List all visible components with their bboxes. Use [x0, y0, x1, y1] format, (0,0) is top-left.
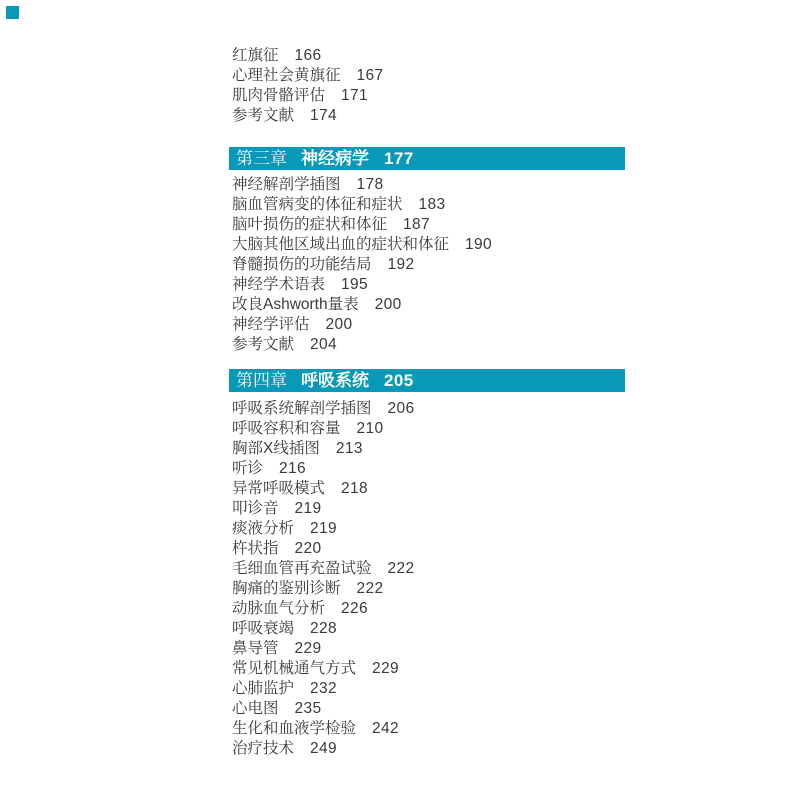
toc-entry-page-number: 232 — [310, 680, 338, 697]
toc-entry — [232, 739, 625, 759]
toc-entry — [232, 175, 625, 195]
toc-entry-title: 心电图 — [232, 700, 279, 717]
toc-entry-title: 鼻导管 — [232, 640, 279, 657]
toc-entry — [232, 215, 625, 235]
toc-entry-title: 神经学评估 — [232, 316, 310, 333]
toc-entry-page-number: 220 — [294, 540, 322, 557]
toc-entry-page-number: 195 — [341, 276, 369, 293]
toc-entry-title: 脑叶损伤的症状和体征 — [232, 216, 388, 233]
toc-entry-page-number: 229 — [294, 640, 322, 657]
toc-entry — [232, 255, 625, 275]
toc-entry — [232, 106, 625, 126]
toc-entry — [232, 639, 625, 659]
toc-entry — [232, 579, 625, 599]
leading-entry-list — [229, 46, 625, 126]
toc-entry-page-number: 226 — [341, 600, 369, 617]
toc-entry-page-number: 228 — [310, 620, 338, 637]
toc-entry-page-number: 200 — [374, 296, 402, 313]
toc-entry — [232, 46, 625, 66]
toc-entry — [232, 719, 625, 739]
toc-entry — [232, 499, 625, 519]
toc-entry-page-number: 216 — [279, 460, 307, 477]
chapter-page-number: 177 — [384, 149, 414, 168]
chapter-sections — [229, 147, 625, 759]
chapter-title: 呼吸系统 — [301, 371, 369, 390]
toc-entry-title: 毛细血管再充盈试验 — [232, 560, 372, 577]
toc-entry — [232, 275, 625, 295]
toc-entry — [232, 335, 625, 355]
toc-entry-page-number: 222 — [356, 580, 384, 597]
chapter-label: 第四章 — [236, 371, 287, 390]
toc-entry-title: 脊髓损伤的功能结局 — [232, 256, 372, 273]
toc-entry-page-number: 218 — [341, 480, 369, 497]
toc-entry-page-number: 229 — [372, 660, 400, 677]
toc-entry — [232, 679, 625, 699]
toc-entry-page-number: 178 — [356, 176, 384, 193]
toc-entry-page-number: 192 — [387, 256, 415, 273]
toc-entry-title: 呼吸容积和容量 — [232, 420, 341, 437]
toc-entry-page-number: 204 — [310, 336, 338, 353]
toc-entry-title: 心肺监护 — [232, 680, 295, 697]
toc-entry — [232, 315, 625, 335]
toc-entry-title: 动脉血气分析 — [232, 600, 326, 617]
toc-entry-page-number: 171 — [341, 87, 369, 104]
toc-entry-page-number: 210 — [356, 420, 384, 437]
toc-entry-title: 治疗技术 — [232, 740, 295, 757]
toc-entry-title: 红旗征 — [232, 47, 279, 64]
toc-entry-page-number: 222 — [387, 560, 415, 577]
toc-entry — [232, 519, 625, 539]
toc-entry-page-number: 183 — [418, 196, 446, 213]
toc-entry — [232, 399, 625, 419]
toc-entry-title: 改良Ashworth量表 — [232, 296, 359, 313]
toc-entry — [232, 235, 625, 255]
toc-entry-title: 神经学术语表 — [232, 276, 326, 293]
chapter-label: 第三章 — [236, 149, 287, 168]
toc-entry-page-number: 190 — [465, 236, 493, 253]
toc-entry-title: 心理社会黄旗征 — [232, 67, 341, 84]
toc-entry-page-number: 187 — [403, 216, 431, 233]
corner-marker-square — [6, 6, 19, 19]
toc-entry-title: 生化和血液学检验 — [232, 720, 357, 737]
toc-entry-title: 呼吸衰竭 — [232, 620, 295, 637]
toc-entry-title: 异常呼吸模式 — [232, 480, 326, 497]
toc-entry-title: 叩诊音 — [232, 500, 279, 517]
toc-entry-title: 胸痛的鉴别诊断 — [232, 580, 341, 597]
toc-entry-page-number: 219 — [310, 520, 338, 537]
chapter-header-bar — [229, 369, 625, 392]
toc-entry-title: 呼吸系统解剖学插图 — [232, 400, 372, 417]
toc-entry-title: 常见机械通气方式 — [232, 660, 357, 677]
toc-entry-title: 痰液分析 — [232, 520, 295, 537]
toc-entry-title: 神经解剖学插图 — [232, 176, 341, 193]
toc-entry-title: 听诊 — [232, 460, 264, 477]
toc-entry-title: 参考文献 — [232, 336, 295, 353]
toc-entry-title: 胸部X线插图 — [232, 440, 320, 457]
toc-entry-page-number: 167 — [356, 67, 384, 84]
toc-entry — [232, 539, 625, 559]
toc-entry — [232, 66, 625, 86]
toc-entry-title: 杵状指 — [232, 540, 279, 557]
toc-entry-page-number: 200 — [325, 316, 353, 333]
chapter-entry-list — [229, 175, 625, 355]
toc-entry-title: 参考文献 — [232, 107, 295, 124]
toc-content — [229, 46, 625, 759]
toc-entry — [232, 659, 625, 679]
toc-entry-page-number: 174 — [310, 107, 338, 124]
toc-entry-title: 脑血管病变的体征和症状 — [232, 196, 403, 213]
toc-entry — [232, 295, 625, 315]
toc-entry-page-number: 249 — [310, 740, 338, 757]
toc-entry — [232, 419, 625, 439]
toc-entry — [232, 599, 625, 619]
toc-entry — [232, 619, 625, 639]
toc-entry-page-number: 242 — [372, 720, 400, 737]
toc-entry — [232, 86, 625, 106]
chapter-title: 神经病学 — [301, 149, 369, 168]
toc-entry — [232, 439, 625, 459]
toc-entry — [232, 479, 625, 499]
toc-entry-page-number: 235 — [294, 700, 322, 717]
toc-entry-page-number: 206 — [387, 400, 415, 417]
toc-entry-page-number: 166 — [294, 47, 322, 64]
chapter-page-number: 205 — [384, 371, 414, 390]
chapter-entry-list — [229, 399, 625, 759]
toc-entry — [232, 699, 625, 719]
toc-entry-page-number: 219 — [294, 500, 322, 517]
toc-entry-title: 肌肉骨骼评估 — [232, 87, 326, 104]
toc-entry — [232, 459, 625, 479]
toc-entry — [232, 559, 625, 579]
toc-entry-page-number: 213 — [335, 440, 363, 457]
toc-entry-title: 大脑其他区域出血的症状和体征 — [232, 236, 450, 253]
toc-entry — [232, 195, 625, 215]
chapter-header-bar — [229, 147, 625, 170]
